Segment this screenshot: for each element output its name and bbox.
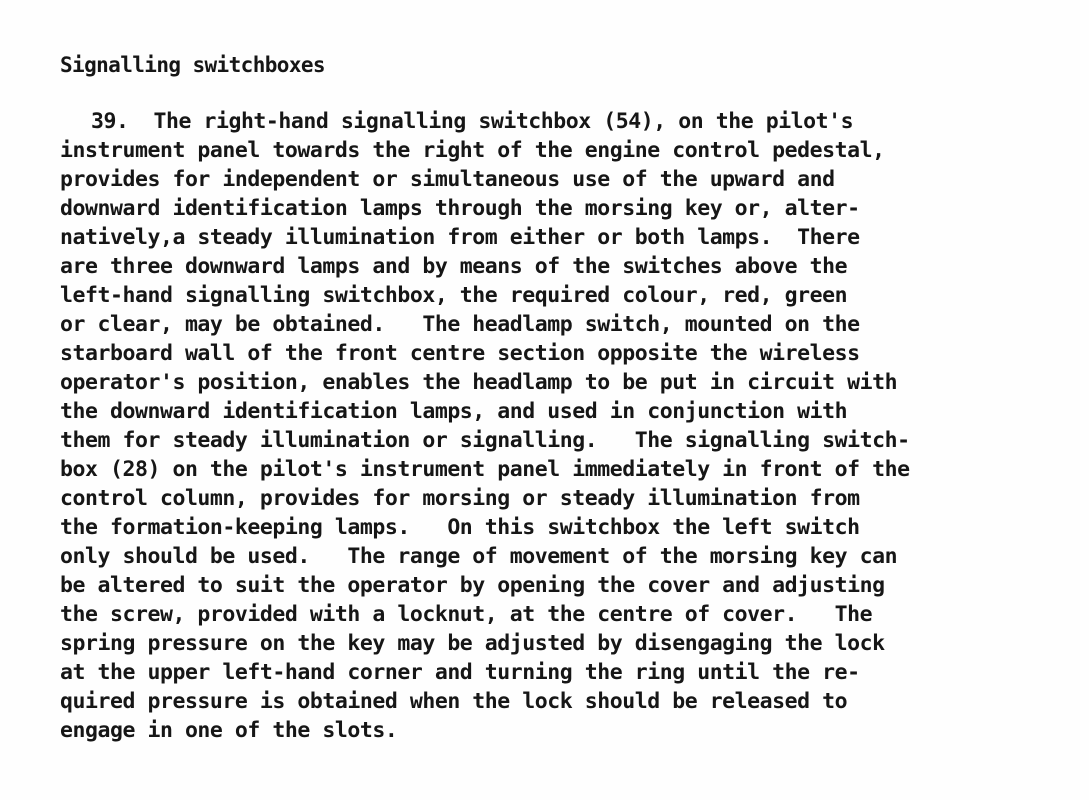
text-line: be altered to suit the operator by opening the cover and adjusting bbox=[60, 573, 885, 598]
text-line: box (28) on the pilot's instrument panel immediately in front of the bbox=[60, 457, 910, 482]
text-line: the formation-keeping lamps. On this switchbox the left switch bbox=[60, 515, 860, 540]
text-line: operator's position, enables the headlamp to be put in circuit with bbox=[60, 370, 898, 395]
text-line: are three downward lamps and by means of the switches above the bbox=[60, 254, 848, 279]
paragraph-first-line bbox=[91, 107, 853, 136]
paragraph-number: 39. bbox=[91, 109, 129, 134]
text-line: only should be used. The range of movement of the morsing key can bbox=[60, 544, 898, 569]
text-line: instrument panel towards the right of the engine control pedestal, bbox=[60, 138, 885, 163]
text-line: them for steady illumination or signalling. The signalling switch- bbox=[60, 428, 910, 453]
text-line: downward identification lamps through the morsing key or, alter- bbox=[60, 196, 860, 221]
text-line: at the upper left-hand corner and turning the ring until the re- bbox=[60, 660, 860, 685]
text-line: the screw, provided with a locknut, at the centre of cover. The bbox=[60, 602, 873, 627]
text-line: or clear, may be obtained. The headlamp switch, mounted on the bbox=[60, 312, 860, 337]
text-line: starboard wall of the front centre section opposite the wireless bbox=[60, 341, 860, 366]
section-heading: Signalling switchboxes bbox=[60, 53, 325, 77]
text-line: left-hand signalling switchbox, the required colour, red, green bbox=[60, 283, 848, 308]
text-line: provides for independent or simultaneous use of the upward and bbox=[60, 167, 835, 192]
text-line: engage in one of the slots. bbox=[60, 718, 398, 743]
text-line: The right-hand signalling switchbox (54), on the pilot's bbox=[153, 109, 854, 134]
text-line: control column, provides for morsing or steady illumination from bbox=[60, 486, 860, 511]
text-line: quired pressure is obtained when the lock should be released to bbox=[60, 689, 848, 714]
text-line: spring pressure on the key may be adjusted by disengaging the lock bbox=[60, 631, 885, 656]
text-line: natively,a steady illumination from either or both lamps. There bbox=[60, 225, 860, 250]
text-line: the downward identification lamps, and used in conjunction with bbox=[60, 399, 848, 424]
